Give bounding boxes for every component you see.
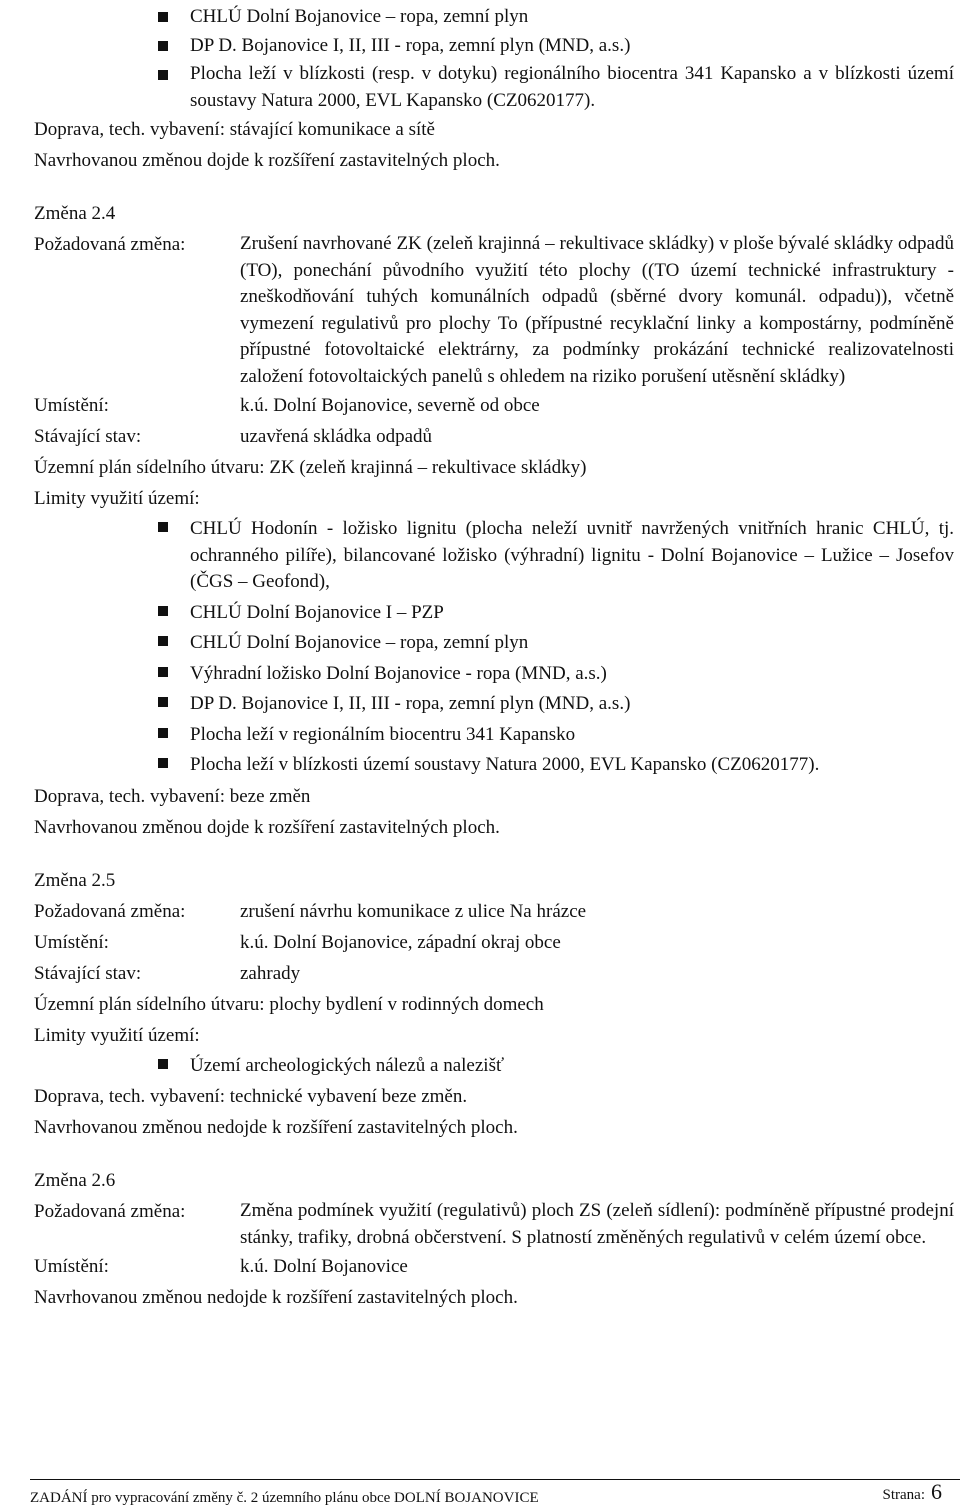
requested-change-value: Změna podmínek využití (regulativů) ploch ZS (zeleň sídlení): podmíněně přípustné prodejní stánky, trafiky, drobná občerstvení. S platností změněných regulativů v celém území obce. [240,1200,954,1248]
state-value: uzavřená skládka odpadů [240,426,433,447]
limits-label: Limity využití území: [34,488,200,509]
location-row [34,927,954,958]
requested-change-row [34,896,954,927]
location-label: Umístění: [34,931,109,953]
list-item: CHLÚ Dolní Bojanovice – ropa, zemní plyn [190,628,954,659]
footer-divider [30,1479,960,1480]
result-line: Navrhovanou změnou nedojde k rozšíření zastavitelných ploch. [34,1287,518,1308]
list-item: CHLÚ Dolní Bojanovice I – PZP [190,598,954,629]
requested-change-row [34,1196,954,1251]
state-row [34,421,954,452]
section-heading: Změna 2.6 [34,1170,116,1191]
list-item: Plocha leží v regionálním biocentru 341 Kapansko [190,720,954,751]
requested-change-value: Zrušení navrhované ZK (zeleň krajinná – rekultivace skládky) v ploše bývalé skládky odpadů (TO), ponechání původního využití této plochy ((TO území technické infrastruktury - zneškodňování tuhých komunálních odpadů (sběrné dvory komunál. odpadu)), včetně vymezení regulativů pro plochy To (přípustné recyklační linky a kompostárny, podmíněně přípustné fotovoltaické elektrárny, za podmínky prokázání technické realizovatelnosti založení fotovoltaických panelů s ohledem na riziko porušení utěsnění skládky) [240,233,954,387]
list-item: Plocha leží v blízkosti (resp. v dotyku) regionálního biocentra 341 Kapansko a v blízkosti území soustavy Natura 2000, EVL Kapansko (CZ0620177). [190,60,954,114]
location-row [34,1251,954,1282]
requested-change-row [34,229,954,390]
document-page [34,0,954,1313]
requested-change-value: zrušení návrhu komunikace z ulice Na hrázce [240,900,587,922]
section-heading: Změna 2.5 [34,869,116,891]
limits-list [34,1051,954,1082]
change-2-6-section [34,1165,954,1313]
state-row [34,958,954,989]
transport-line: Doprava, tech. vybavení: technické vybavení beze změn. [34,1086,468,1107]
list-item: DP D. Bojanovice I, II, III - ropa, zemní plyn (MND, a.s.) [190,31,954,60]
state-value: zahrady [240,962,301,984]
list-item: CHLÚ Dolní Bojanovice – ropa, zemní plyn [190,2,954,31]
result-line: Navrhovanou změnou dojde k rozšíření zastavitelných ploch. [34,150,500,171]
top-bullet-list [34,2,954,114]
location-label: Umístění: [34,395,109,416]
requested-change-label: Požadovaná změna: [34,234,186,255]
requested-change-label: Požadovaná změna: [34,1201,186,1222]
page-footer [30,1479,942,1510]
state-label: Stávající stav: [34,426,142,447]
plan-line: Územní plán sídelního útvaru: ZK (zeleň krajinná – rekultivace skládky) [34,457,587,478]
change-2-4-section [34,198,954,843]
location-value: k.ú. Dolní Bojanovice, západní okraj obce [240,931,561,953]
requested-change-label: Požadovaná změna: [34,900,186,922]
limits-label: Limity využití území: [34,1024,200,1046]
location-value: k.ú. Dolní Bojanovice [240,1256,408,1277]
state-label: Stávající stav: [34,962,142,984]
limits-list [34,514,954,781]
transport-line: Doprava, tech. vybavení: stávající komunikace a sítě [34,119,435,140]
page-number: 6 [931,1479,942,1504]
plan-line: Územní plán sídelního útvaru: plochy bydlení v rodinných domech [34,993,544,1015]
page-label: Strana: [882,1487,925,1503]
location-row [34,390,954,421]
transport-line: Doprava, tech. vybavení: beze změn [34,785,311,807]
list-item: CHLÚ Hodonín - ložisko lignitu (plocha neleží uvnitř navržených vnitřních hranic CHLÚ, tj. ochranného pilíře), bilancované ložisko (výhradní) lignitu - Dolní Bojanovice – Lužice – Josefov (ČGS – Geofond), [190,514,954,598]
location-value: k.ú. Dolní Bojanovice, severně od obce [240,395,540,416]
location-label: Umístění: [34,1256,109,1277]
list-item: Výhradní ložisko Dolní Bojanovice - ropa (MND, a.s.) [190,659,954,690]
change-2-5-section [34,865,954,1144]
result-line: Navrhovanou změnou dojde k rozšíření zastavitelných ploch. [34,816,500,838]
result-line: Navrhovanou změnou nedojde k rozšíření zastavitelných ploch. [34,1117,518,1138]
footer-text: ZADÁNÍ pro vypracování změny č. 2 územního plánu obce DOLNÍ BOJANOVICE [30,1490,539,1506]
page-number-block [883,1480,943,1507]
list-item: Území archeologických nálezů a nalezišť [190,1051,954,1082]
section-heading: Změna 2.4 [34,203,116,224]
list-item: DP D. Bojanovice I, II, III - ropa, zemní plyn (MND, a.s.) [190,689,954,720]
list-item: Plocha leží v blízkosti území soustavy Natura 2000, EVL Kapansko (CZ0620177). [190,750,954,781]
